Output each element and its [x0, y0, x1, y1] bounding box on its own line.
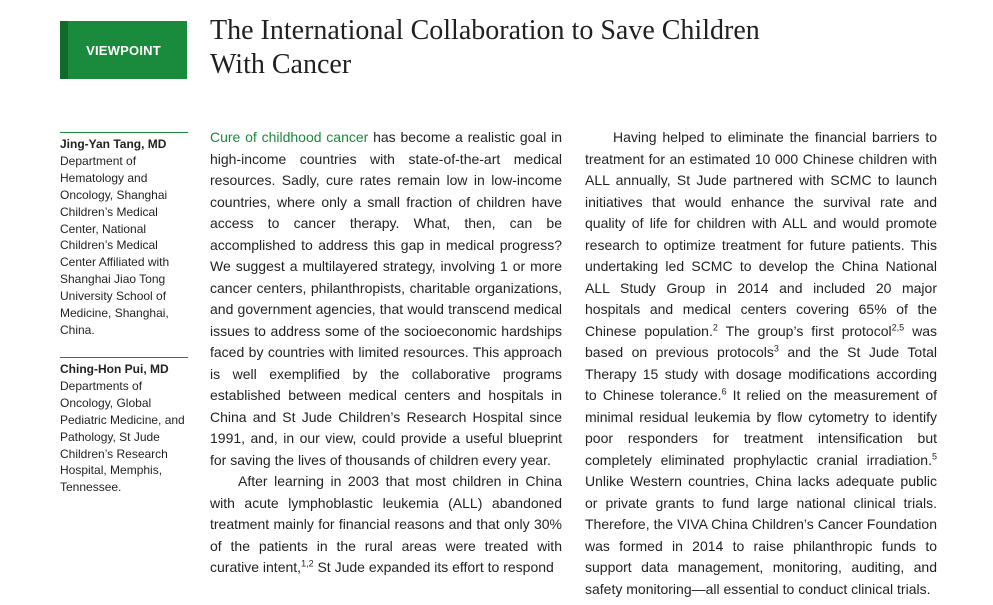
citation-ref: 6 — [721, 386, 727, 397]
lead-in-phrase: Cure of childhood cancer — [210, 129, 369, 145]
paragraph-text: and the St Jude Total Therapy 15 study with dosage modifications according to Chinese tolerance. — [585, 344, 937, 403]
title-line-2: With Cancer — [210, 49, 352, 80]
paragraph — [585, 127, 937, 600]
body-column-2 — [585, 127, 937, 605]
section-label: VIEWPOINT — [86, 42, 161, 58]
paragraph-text: has become a realistic goal in high-income countries with state-of-the-art medical resources. Sadly, cure rates remain low in low-income countries, where only a small fraction of children have access to cancer therapy. What, then, can be accomplished to address this gap in medical progress? We suggest a multilayered strategy, involving 1 or more cancer centers, philanthropists, charitable organizations, and government agencies, that would transcend medical issues to address some of the socioeconomic hardships faced by countries with limited resources. This approach is well exemplified by the collaborative programs established between medical centers and hospitals in China and St Jude Children’s Research Hospital since 1991, and, in our view, could provide a useful blueprint for saving the lives of thousands of children every year. — [210, 129, 562, 468]
viewpoint-badge — [60, 21, 187, 79]
body-column-1 — [210, 127, 562, 605]
paragraph — [210, 127, 562, 471]
paragraph-text: was based on previous protocols — [585, 322, 937, 360]
title-line-1: The International Collaboration to Save Children — [210, 15, 760, 46]
citation-ref: 2 — [712, 321, 718, 332]
article-title — [210, 14, 910, 82]
paragraph-text: Unlike Western countries, China lacks adequate public or private grants to fund large national clinical trials. Therefore, the VIVA China Children’s Cancer Foundation was formed in 2014 to raise philanthropic funds to support data management, monitoring, auditing, and safety monitoring—all essential to conduct clinical trials. — [585, 473, 937, 597]
author-affiliation: Department of Hematology and Oncology, Shanghai Children’s Medical Center, National Children’s Medical Center Affiliated with Shanghai Jiao Tong University School of Medicine, Shanghai, China. — [60, 153, 170, 337]
paragraph-text: After learning in 2003 that most children in China with acute lymphoblastic leukemia (ALL) abandoned treatment mainly for financial reasons and that only 30% of the patients in the rural areas were treated with curative intent, — [210, 473, 562, 575]
paragraph-text: Having helped to eliminate the financial barriers to treatment for an estimated 10 000 Chinese children with ALL annually, St Jude partnered with SCMC to launch initiatives that would enhance the survival rate and quality of life for children with ALL and would promote research to optimize treatment for future patients. This undertaking led SCMC to develop the China National ALL Study Group in 2014 and included 20 major hospitals and medical centers covering 65% of the Chinese population. — [585, 129, 937, 339]
author-name: Ching-Hon Pui, MD — [60, 362, 169, 376]
paragraph — [210, 471, 562, 579]
paragraph-text: St Jude expanded its effort to respond — [313, 559, 554, 575]
author-name: Jing-Yan Tang, MD — [60, 137, 167, 151]
author-affiliation: Departments of Oncology, Global Pediatric Medicine, and Pathology, St Jude Children’s Research Hospital, Memphis, Tennessee. — [60, 378, 185, 495]
paragraph-text: It relied on the measurement of minimal residual leukemia by flow cytometry to identify poor responders for treatment intensification but completely eliminated prophylactic cranial irradiation. — [585, 387, 937, 468]
citation-ref: 2,5 — [891, 321, 905, 332]
citation-ref: 3 — [773, 343, 779, 354]
author-block-2 — [60, 357, 188, 496]
author-block-1 — [60, 132, 188, 339]
citation-ref: 5 — [931, 450, 937, 461]
citation-ref: 1,2 — [301, 558, 314, 569]
paragraph-text: The group’s first protocol — [717, 322, 892, 339]
